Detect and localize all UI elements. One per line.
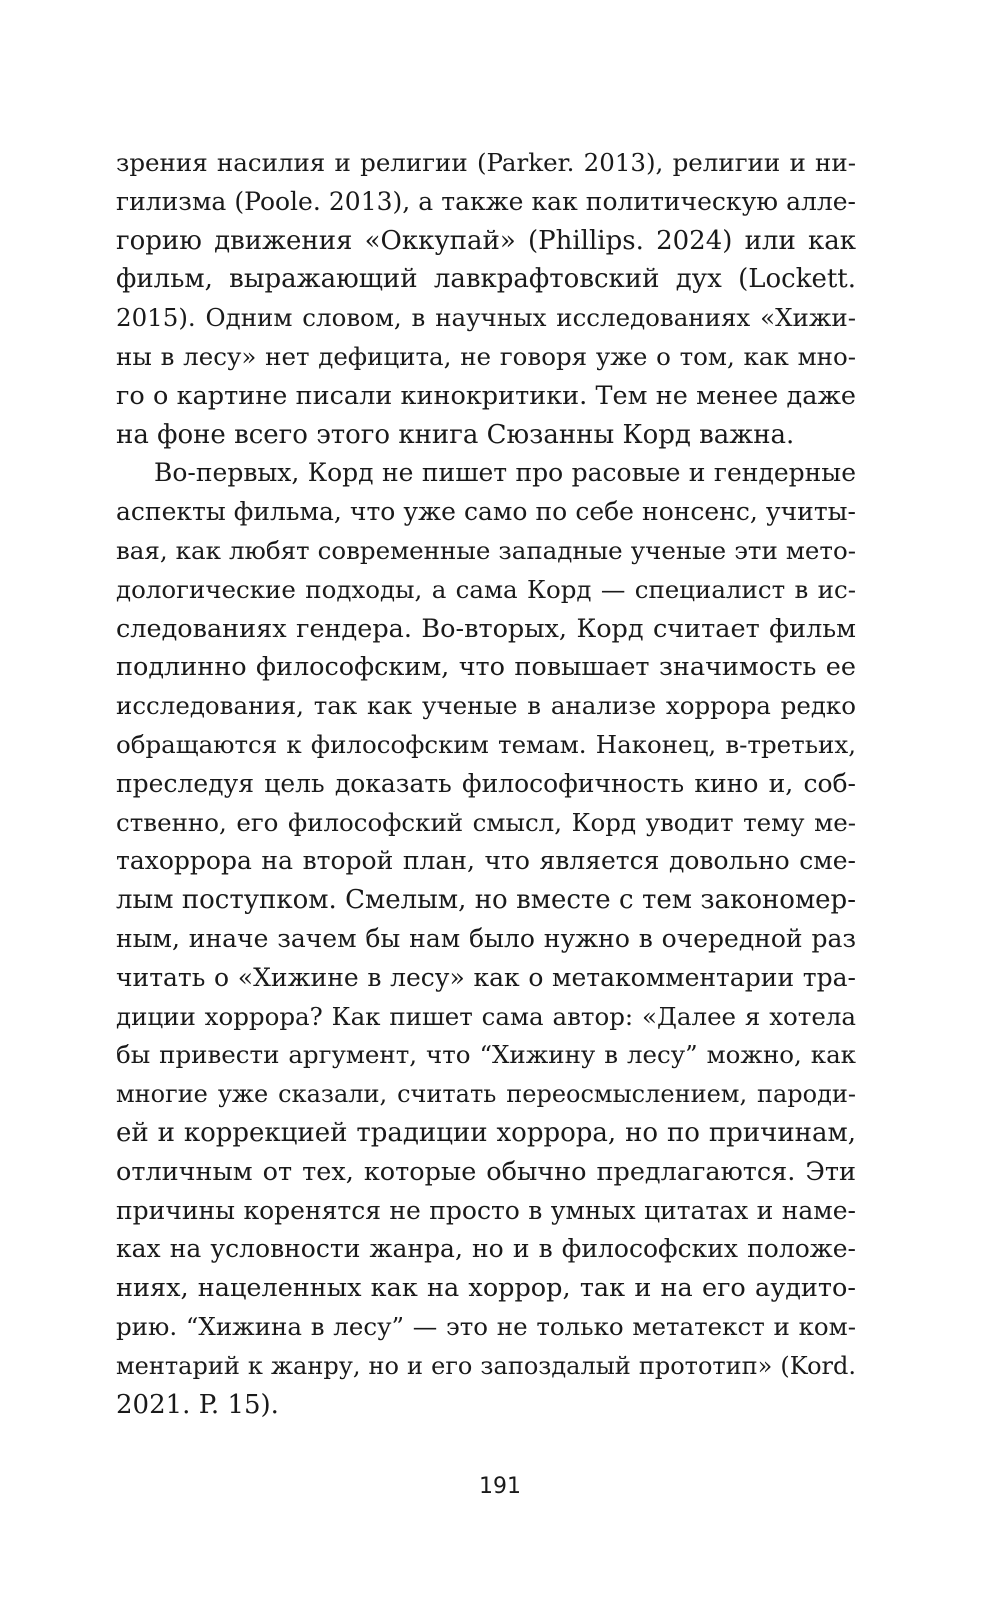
text-line: Во-первых, Корд не пишет про расовые и гендерные [154,458,856,488]
text-line: горию движения «Оккупай» (Phillips. 2024) или как [116,225,856,256]
text-line: лым поступком. Смелым, но вместе с тем закономер- [116,885,856,916]
text-line: гилизма (Poole. 2013), а также как политическую алле- [116,186,856,216]
text-line: подлинно философским, что повышает значимость ее [116,652,856,683]
text-line: го о картине писали кинокритики. Тем не менее даже [116,380,856,411]
text-line: зрения насилия и религии (Parker. 2013), религии и ни- [116,148,856,177]
text-line: диции хоррора? Как пишет сама автор: «Далее я хотела [116,1001,856,1031]
text-line: ментарий к жанру, но и его запоздалый прототип» (Kord. [116,1351,856,1380]
text-line: ниях, нацеленных как на хоррор, так и на его аудито- [116,1273,856,1304]
page-number: 191 [479,1474,521,1499]
text-line: исследования, так как ученые в анализе хоррора редко [116,691,856,721]
text-line: обращаются к философским темам. Наконец, в-третьих, [116,729,856,759]
text-line: ным, иначе зачем бы нам было нужно в очередной раз [116,923,856,953]
text-line: преследуя цель доказать философичность кино и, соб- [116,768,856,798]
text-line: тахоррора на второй план, что является довольно сме- [116,846,856,876]
text-line: дологические подходы, а сама Корд — специалист в ис- [116,574,856,604]
text-line: бы привести аргумент, что “Хижину в лесу” можно, как [116,1040,856,1070]
text-line: аспекты фильма, что уже само по себе нонсенс, учиты- [116,497,856,527]
text-line: вая, как любят современные западные ученые эти мето- [116,535,856,565]
text-line: многие уже сказали, считать переосмыслением, пароди- [116,1080,856,1109]
text-line: отличным от тех, которые обычно предлагаются. Эти [116,1156,856,1187]
text-line: 2021. P. 15). [116,1389,279,1420]
text-line: 2015). Одним словом, в научных исследованиях «Хижи- [116,303,856,333]
text-line: ны в лесу» нет дефицита, не говоря уже о том, как мно- [116,341,856,371]
text-line: рию. “Хижина в лесу” — это не только метатекст и ком- [116,1311,856,1341]
text-line: ственно, его философский смысл, Корд уводит тему ме- [116,807,856,837]
text-line: фильм, выражающий лавкрафтовский дух (Lockett. [116,264,856,295]
text-line: читать о «Хижине в лесу» как о метакомментарии тра- [116,962,856,992]
text-line: на фоне всего этого книга Сюзанны Корд важна. [116,419,795,450]
paragraph-1 [116,144,856,454]
text-line: ках на условности жанра, но и в философских положе- [116,1234,856,1264]
text-line: причины коренятся не просто в умных цитатах и наме- [116,1195,856,1225]
body-text [116,144,856,1424]
paragraph-2 [116,454,856,1424]
text-line: следованиях гендера. Во-вторых, Корд считает фильм [116,613,856,644]
text-line: ей и коррекцией традиции хоррора, но по причинам, [116,1117,856,1148]
